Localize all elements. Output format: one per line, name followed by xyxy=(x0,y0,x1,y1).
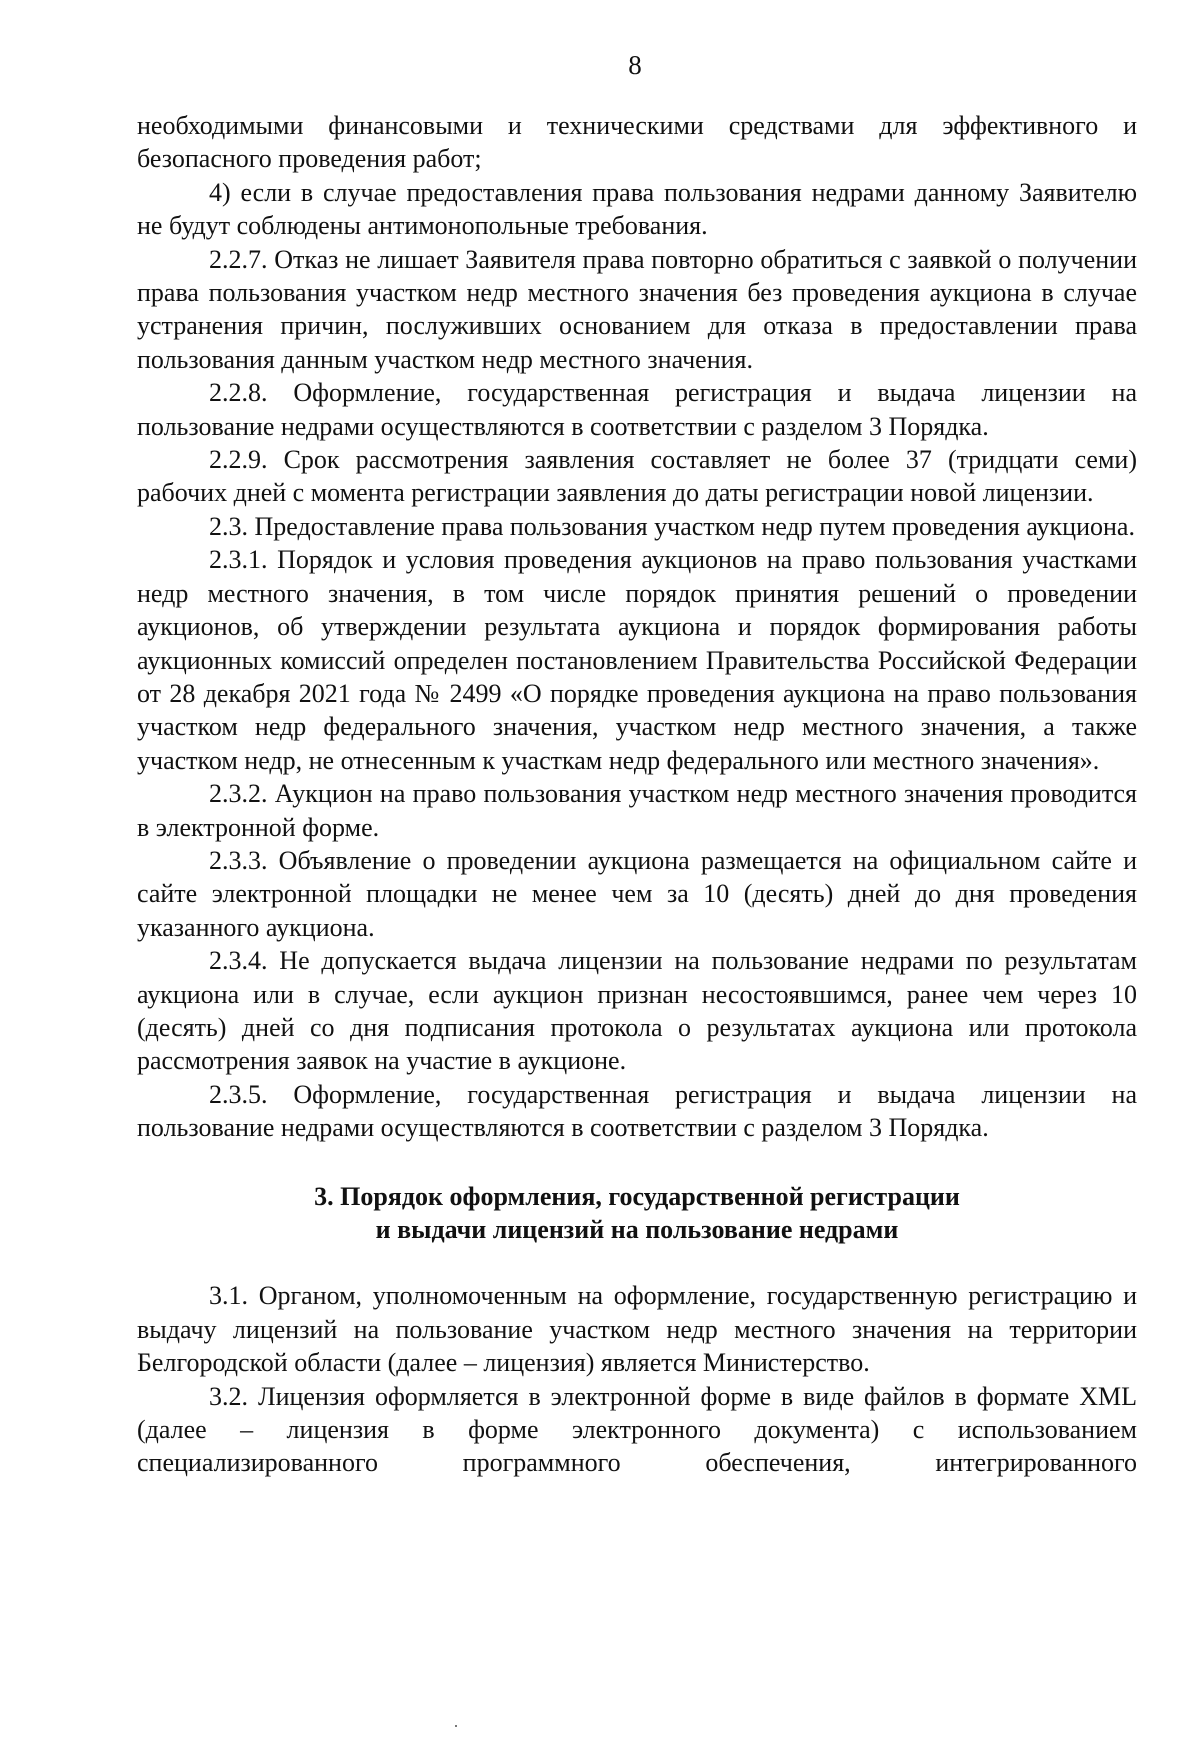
paragraph-item-4: 4) если в случае предоставления права пользования недрами данному Заявителю не будут соблюдены антимонопольные требования. xyxy=(137,177,1137,241)
document-body xyxy=(137,109,1137,1480)
paragraph-2-3-3: 2.3.3. Объявление о проведении аукциона размещается на официальном сайте и сайте электронной площадки не менее чем за 10 (десять) дней до дня проведения указанного аукциона. xyxy=(137,845,1137,942)
paragraph-3-2: 3.2. Лицензия оформляется в электронной форме в виде файлов в формате XML (далее – лицензия в форме электронного документа) с использованием специализированного программного обеспечения, интегрированного xyxy=(137,1381,1137,1478)
paragraph-3-1: 3.1. Органом, уполномоченным на оформление, государственную регистрацию и выдачу лицензий на пользование участком недр местного значения на территории Белгородской области (далее – лицензия) является Министерство. xyxy=(137,1281,1137,1378)
paragraph-2-3-5: 2.3.5. Оформление, государственная регистрация и выдача лицензии на пользование недрами осуществляются в соответствии с разделом 3 Порядка. xyxy=(137,1079,1137,1143)
section-heading-line-1: 3. Порядок оформления, государственной регистрации xyxy=(314,1181,960,1211)
paragraph-2-3-4: 2.3.4. Не допускается выдача лицензии на пользование недрами по результатам аукциона или в случае, если аукцион признан несостоявшимся, ранее чем через 10 (десять) дней со дня подписания протокола о результатах аукциона или протокола рассмотрения заявок на участие в аукционе. xyxy=(137,946,1137,1076)
section-heading-line-2: и выдачи лицензий на пользование недрами xyxy=(375,1215,899,1244)
page-number: 8 xyxy=(628,50,642,80)
paragraph-2-2-9: 2.2.9. Срок рассмотрения заявления составляет не более 37 (тридцати семи) рабочих дней с момента регистрации заявления до даты регистрации новой лицензии. xyxy=(137,445,1137,508)
paragraph-2-3-1: 2.3.1. Порядок и условия проведения аукционов на право пользования участками недр местного значения, в том числе порядок принятия решений о проведении аукционов, об утверждении результата аукциона и порядок формирования работы аукционных комиссий определен постановлением Правительства Российской Федерации от 28 декабря 2021 года № 2499 «О порядке проведения аукциона на право пользования участком недр федерального значения, участком недр местного значения, а также участком недр, не отнесенным к участкам недр федерального или местного значения». xyxy=(137,545,1137,775)
scan-speck xyxy=(455,1725,457,1727)
paragraph-2-3: 2.3. Предоставление права пользования участком недр путем проведения аукциона. xyxy=(209,511,1135,541)
paragraph-continuation: необходимыми финансовыми и техническими средствами для эффективного и безопасного проведения работ; xyxy=(137,111,1137,174)
paragraph-2-2-8: 2.2.8. Оформление, государственная регистрация и выдача лицензии на пользование недрами осуществляются в соответствии с разделом 3 Порядка. xyxy=(137,378,1137,441)
section-heading xyxy=(137,1180,1137,1247)
paragraph-2-2-7: 2.2.7. Отказ не лишает Заявителя права повторно обратиться с заявкой о получении права пользования участком недр местного значения без проведения аукциона в случае устранения причин, послуживших основанием для отказа в предоставлении права пользования данным участком недр местного значения. xyxy=(137,244,1137,374)
paragraph-2-3-2: 2.3.2. Аукцион на право пользования участком недр местного значения проводится в электронной форме. xyxy=(137,779,1137,842)
